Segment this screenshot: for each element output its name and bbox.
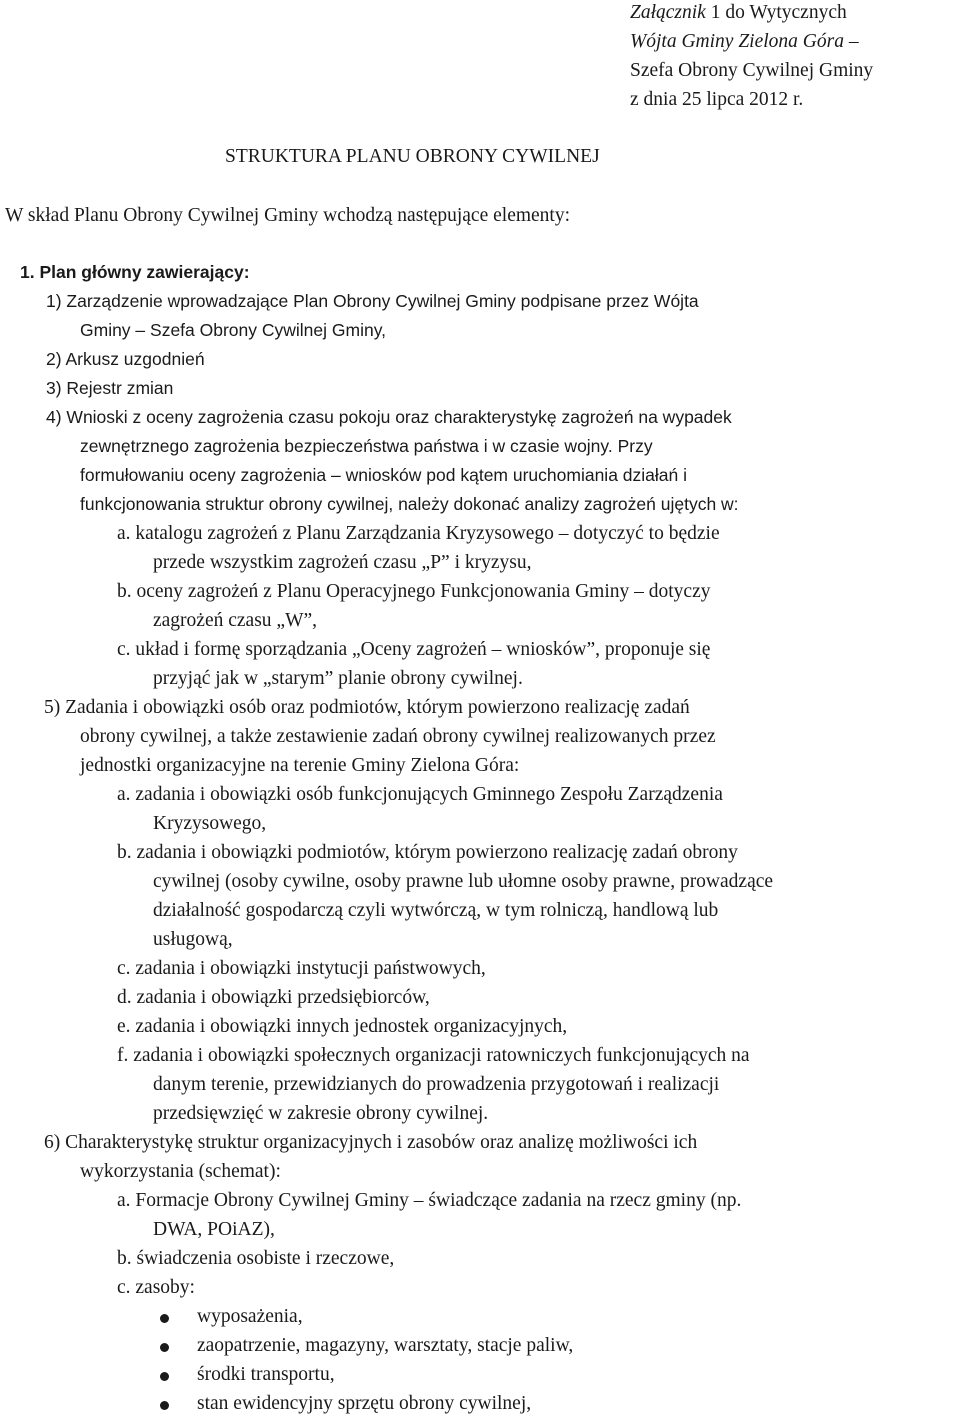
item-2: 2) Arkusz uzgodnień bbox=[46, 349, 205, 369]
item-1-line-2: Gminy – Szefa Obrony Cywilnej Gminy, bbox=[80, 320, 387, 340]
item-4-b-line-1: b. oceny zagrożeń z Planu Operacyjnego Funkcjonowania Gminy – dotyczy bbox=[117, 581, 711, 602]
item-4-line-3: formułowaniu oceny zagrożenia – wniosków pod kątem uruchomiania działań i bbox=[80, 465, 687, 485]
bullet-item: zaopatrzenie, magazyny, warsztaty, stacje paliw, bbox=[197, 1335, 574, 1356]
item-5-b-line-1: b. zadania i obowiązki podmiotów, którym powierzono realizację zadań obrony bbox=[117, 842, 738, 863]
intro-text: W skład Planu Obrony Cywilnej Gminy wchodzą następujące elementy: bbox=[5, 205, 571, 226]
item-1-line-1-text: 1) Zarządzenie wprowadzające Plan Obrony Cywilnej Gminy podpisane przez Wójta bbox=[46, 291, 699, 311]
item-4-b-line-2: zagrożeń czasu „W”, bbox=[153, 610, 318, 631]
section-1-heading: 1. Plan główny zawierający: bbox=[20, 262, 250, 282]
bullet-dot bbox=[160, 1343, 169, 1352]
item-5-b-line-3: działalność gospodarczą czyli wytwórczą, w tym rolniczą, handlową lub bbox=[153, 900, 719, 921]
bullet-item: stan ewidencyjny sprzętu obrony cywilnej, bbox=[197, 1393, 532, 1414]
item-4-line-4: funkcjonowania struktur obrony cywilnej, należy dokonać analizy zagrożeń ujętych w: bbox=[80, 494, 739, 514]
item-3: 3) Rejestr zmian bbox=[46, 378, 174, 398]
item-5-f-line-2: danym terenie, przewidzianych do prowadzenia przygotowań i realizacji bbox=[153, 1074, 720, 1095]
item-6-b: b. świadczenia osobiste i rzeczowe, bbox=[117, 1248, 395, 1269]
bullet-dot bbox=[160, 1314, 169, 1323]
item-4-line-1: 4) Wnioski z oceny zagrożenia czasu pokoju oraz charakterystykę zagrożeń na wypadek bbox=[46, 407, 732, 427]
item-5-a-line-1: a. zadania i obowiązki osób funkcjonujących Gminnego Zespołu Zarządzenia bbox=[117, 784, 723, 805]
item-4-c-line-2: przyjąć jak w „starym” planie obrony cywilnej. bbox=[153, 668, 523, 689]
annex-line-2: Wójta Gminy Zielona Góra – bbox=[630, 31, 859, 52]
annex-line-4: z dnia 25 lipca 2012 r. bbox=[630, 89, 804, 110]
bullet-dot bbox=[160, 1401, 169, 1410]
item-5-e: e. zadania i obowiązki innych jednostek organizacyjnych, bbox=[117, 1016, 568, 1037]
item-5-line-3: jednostki organizacyjne na terenie Gminy Zielona Góra: bbox=[80, 755, 520, 776]
annex-italic-word: Załącznik bbox=[630, 2, 706, 23]
annex-line-1 bbox=[630, 0, 847, 27]
item-6-a-line-1: a. Formacje Obrony Cywilnej Gminy – świadczące zadania na rzecz gminy (np. bbox=[117, 1190, 742, 1211]
item-5-line-1: 5) Zadania i obowiązki osób oraz podmiotów, którym powierzono realizację zadań bbox=[44, 697, 690, 718]
item-6-line-2: wykorzystania (schemat): bbox=[80, 1161, 281, 1182]
item-6-line-1: 6) Charakterystykę struktur organizacyjnych i zasobów oraz analizę możliwości ich bbox=[44, 1132, 698, 1153]
item-4-a-line-1: a. katalogu zagrożeń z Planu Zarządzania Kryzysowego – dotyczyć to będzie bbox=[117, 523, 720, 544]
bullet-dot bbox=[160, 1372, 169, 1381]
item-5-f-line-1: f. zadania i obowiązki społecznych organizacji ratowniczych funkcjonujących na bbox=[117, 1045, 750, 1066]
item-4-c-line-1: c. układ i formę sporządzania „Oceny zagrożeń – wniosków”, proponuje się bbox=[117, 639, 711, 660]
item-5-a-line-2: Kryzysowego, bbox=[153, 813, 267, 834]
annex-line-3: Szefa Obrony Cywilnej Gminy bbox=[630, 60, 874, 81]
item-4-a-line-2: przede wszystkim zagrożeń czasu „P” i kryzysu, bbox=[153, 552, 532, 573]
item-4-line-2: zewnętrznego zagrożenia bezpieczeństwa państwa i w czasie wojny. Przy bbox=[80, 436, 653, 456]
item-1-line-1 bbox=[46, 287, 956, 316]
bullet-item: środki transportu, bbox=[197, 1364, 335, 1385]
item-6-c: c. zasoby: bbox=[117, 1277, 195, 1298]
page-title: STRUKTURA PLANU OBRONY CYWILNEJ bbox=[225, 146, 600, 167]
annex-line-1-rest: 1 do Wytycznych bbox=[705, 2, 847, 23]
item-5-b-line-4: usługową, bbox=[153, 929, 233, 950]
item-5-f-line-3: przedsięwzięć w zakresie obrony cywilnej. bbox=[153, 1103, 489, 1124]
item-5-c: c. zadania i obowiązki instytucji państwowych, bbox=[117, 958, 486, 979]
item-5-b-line-2: cywilnej (osoby cywilne, osoby prawne lub ułomne osoby prawne, prowadzące bbox=[153, 871, 774, 892]
item-6-a-line-2: DWA, POiAZ), bbox=[153, 1219, 275, 1240]
item-5-line-2: obrony cywilnej, a także zestawienie zadań obrony cywilnej realizowanych przez bbox=[80, 726, 716, 747]
bullet-item: wyposażenia, bbox=[197, 1306, 303, 1327]
item-5-d: d. zadania i obowiązki przedsiębiorców, bbox=[117, 987, 430, 1008]
